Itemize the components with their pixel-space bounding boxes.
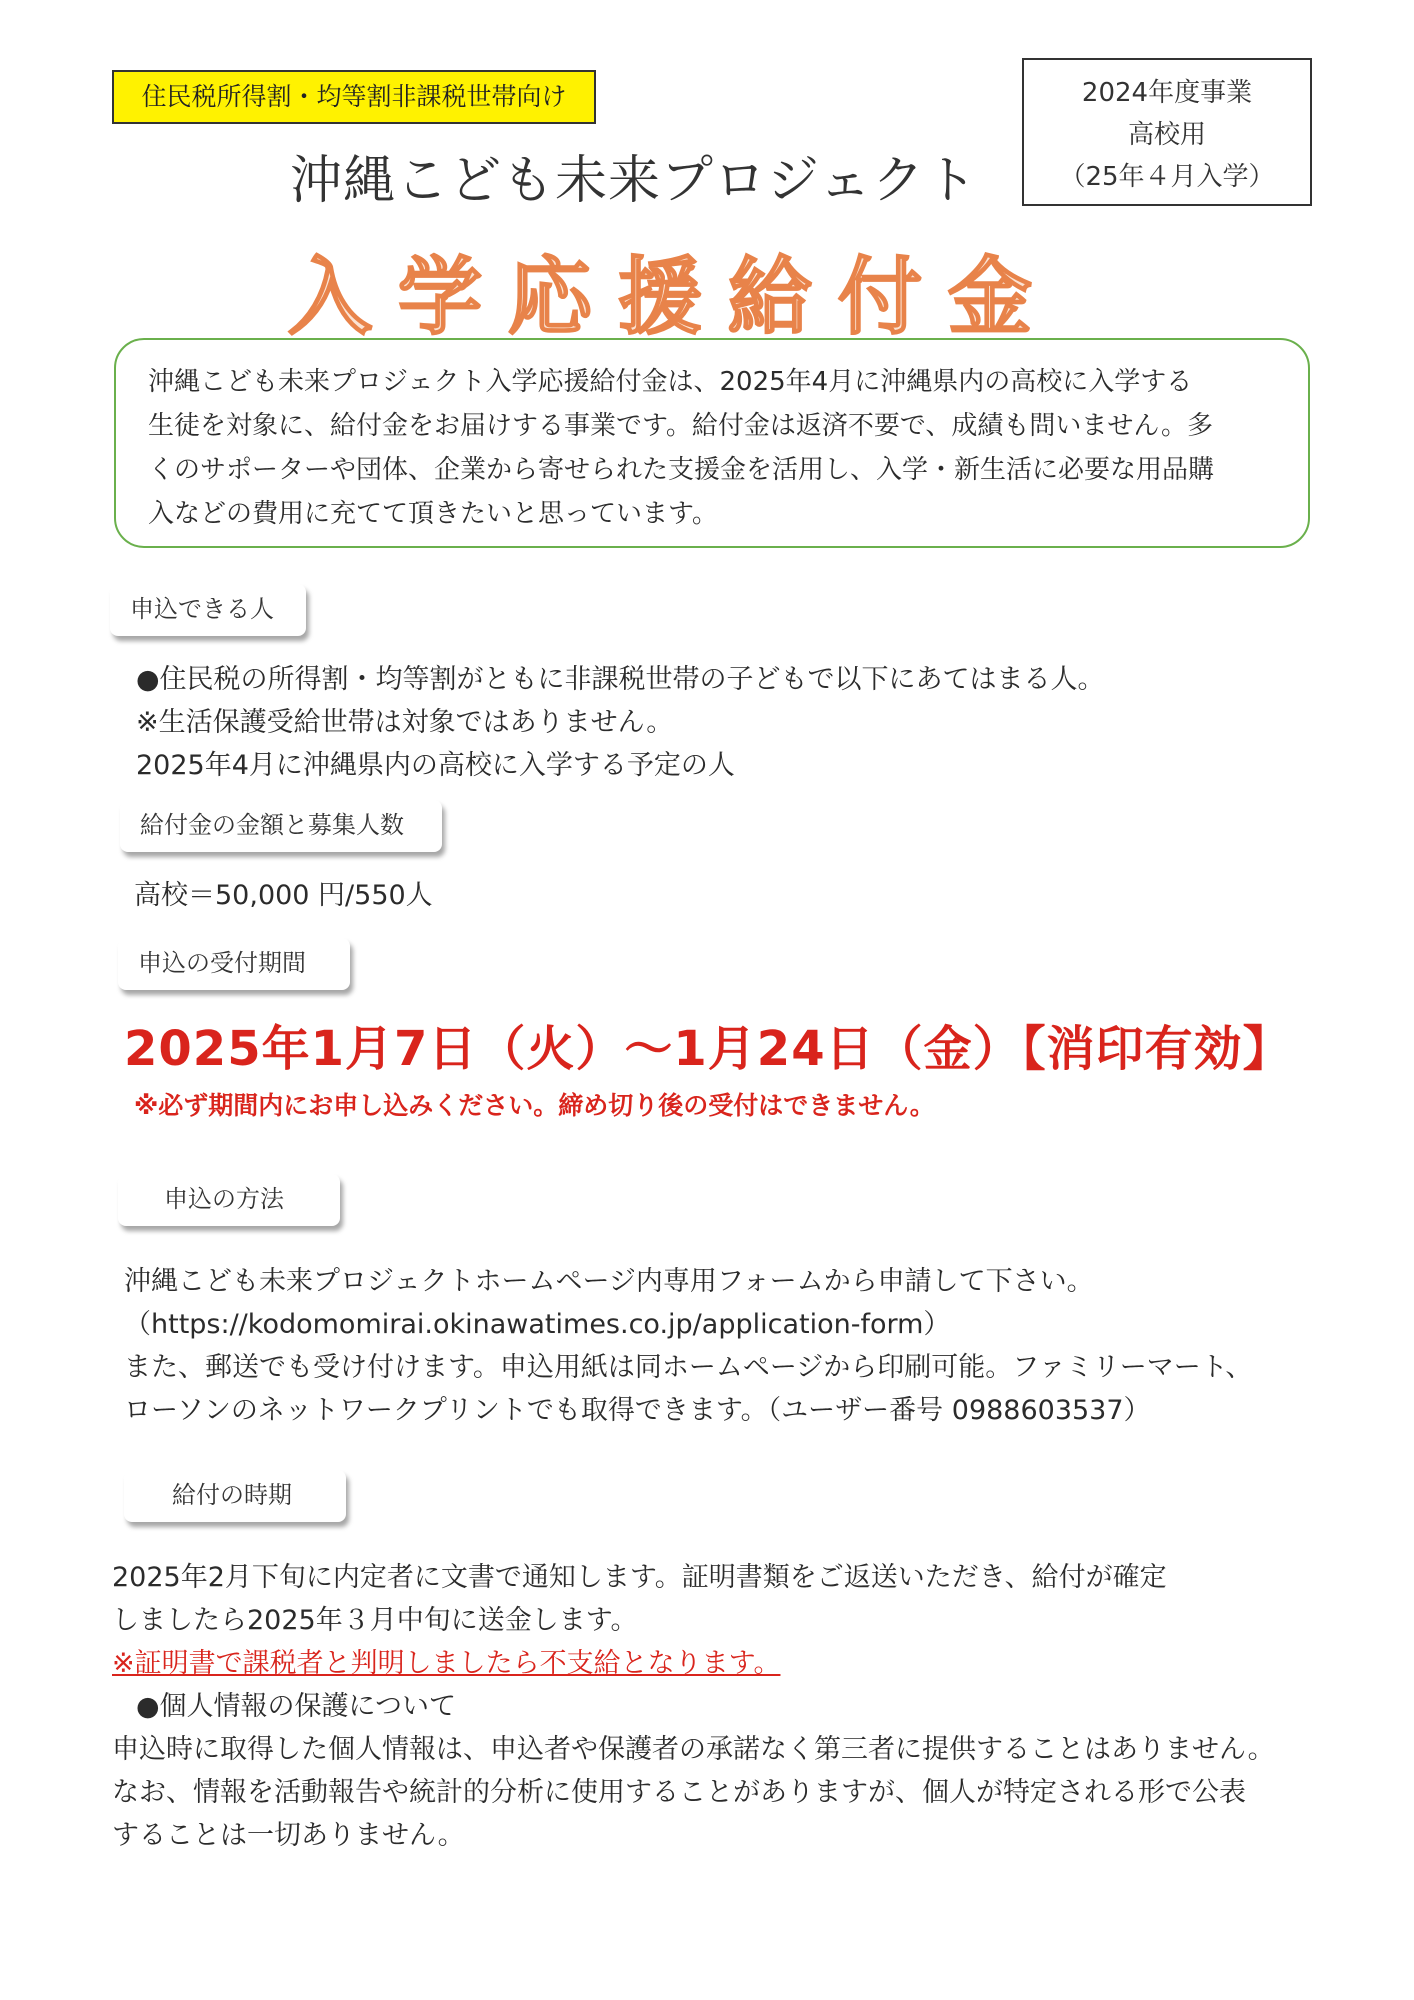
eligibility-line: ●住民税の所得割・均等割がともに非課税世帯の子どもで以下にあてはまる人。 <box>136 664 1105 695</box>
year-info-line: （25年４月入学） <box>1059 162 1275 192</box>
section-heading-period: 申込の受付期間 <box>118 938 350 990</box>
section-heading-timing: 給付の時期 <box>124 1470 346 1522</box>
timing-text <box>112 1556 1275 1857</box>
intro-line: 入などの費用に充てて頂きたいと思っています。 <box>148 499 718 529</box>
eligibility-text <box>136 658 1105 787</box>
timing-line: しましたら2025年３月中旬に送金します。 <box>112 1605 638 1636</box>
privacy-line: することは一切ありません。 <box>112 1820 465 1851</box>
application-form-url: （https://kodomomirai.okinawatimes.co.jp/application-form） <box>124 1309 951 1340</box>
intro-line: 生徒を対象に、給付金をお届けする事業です。給付金は返済不要で、成績も問いません。多 <box>148 411 1213 441</box>
method-line: 沖縄こども未来プロジェクトホームページ内専用フォームから申請して下さい。 <box>124 1266 1094 1297</box>
disqualification-warning: ※証明書で課税者と判明しましたら不支給となります。 <box>112 1648 781 1679</box>
intro-line: 沖縄こども未来プロジェクト入学応援給付金は、2025年4月に沖縄県内の高校に入学する <box>148 367 1193 397</box>
year-info-line: 高校用 <box>1127 120 1206 150</box>
method-line: また、郵送でも受け付けます。申込用紙は同ホームページから印刷可能。ファミリーマート、 <box>124 1352 1253 1383</box>
main-title: 入学応援給付金 <box>288 248 1059 346</box>
section-heading-amount: 給付金の金額と募集人数 <box>120 800 442 852</box>
eligibility-line: 2025年4月に沖縄県内の高校に入学する予定の人 <box>136 750 735 781</box>
deadline-note: ※必ず期間内にお申し込みください。締め切り後の受付はできません。 <box>134 1091 935 1120</box>
target-household-tag: 住民税所得割・均等割非課税世帯向け <box>112 70 596 124</box>
year-info-line: 2024年度事業 <box>1081 78 1253 108</box>
method-line: ローソンのネットワークプリントでも取得できます。（ユーザー番号 0988603537） <box>124 1395 1151 1426</box>
project-title: 沖縄こども未来プロジェクト <box>290 151 978 211</box>
section-heading-eligibility: 申込できる人 <box>110 584 306 636</box>
application-period-dates: 2025年1月7日（火）～1月24日（金）【消印有効】 <box>124 1021 1292 1077</box>
privacy-heading: ●個人情報の保護について <box>136 1691 457 1722</box>
timing-line: 2025年2月下旬に内定者に文書で通知します。証明書類をご返送いただき、給付が確定 <box>112 1562 1167 1593</box>
amount-text: 高校＝50,000 円/550人 <box>134 880 433 911</box>
eligibility-line: ※生活保護受給世帯は対象ではありません。 <box>136 707 674 738</box>
privacy-line: 申込時に取得した個人情報は、申込者や保護者の承諾なく第三者に提供することはありません。 <box>112 1734 1275 1765</box>
privacy-line: なお、情報を活動報告や統計的分析に使用することがありますが、個人が特定される形で公表 <box>112 1777 1246 1808</box>
section-heading-method: 申込の方法 <box>118 1174 340 1226</box>
year-info-box <box>1022 58 1312 206</box>
intro-box <box>114 338 1310 548</box>
intro-line: くのサポーターや団体、企業から寄せられた支援金を活用し、入学・新生活に必要な用品購 <box>148 455 1215 485</box>
method-text <box>124 1260 1252 1432</box>
